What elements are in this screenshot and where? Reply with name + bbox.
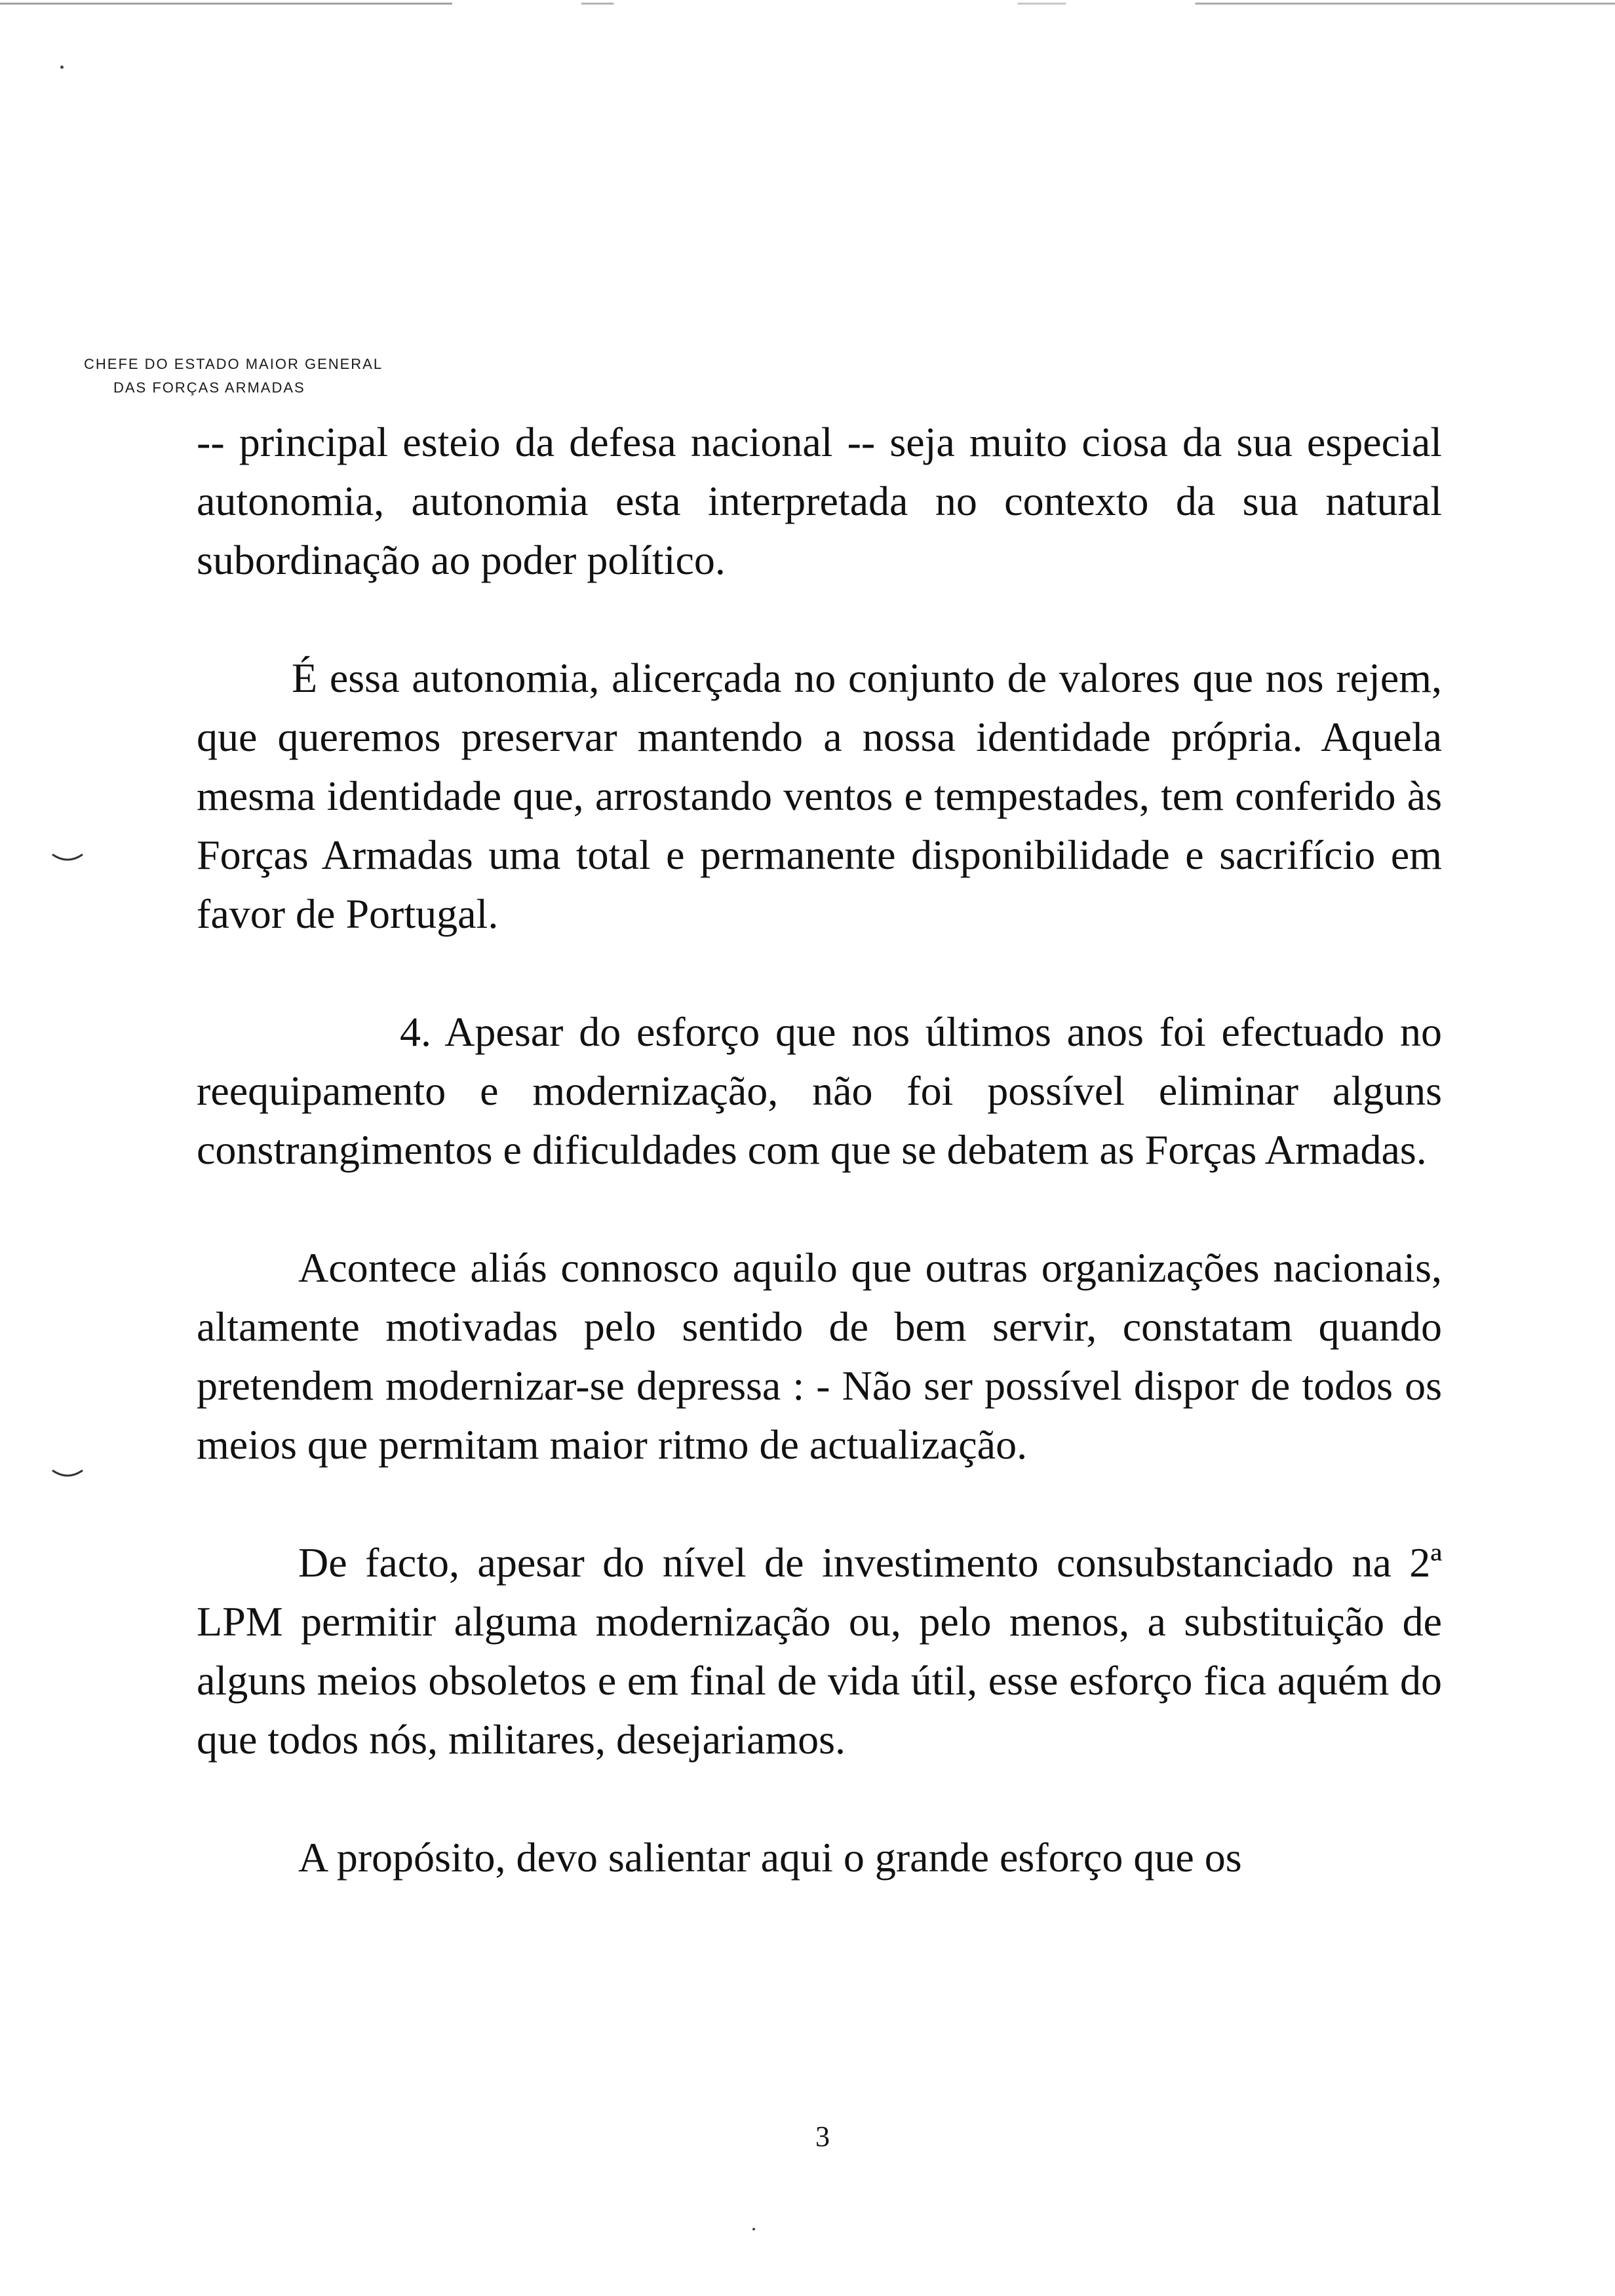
paragraph-closing: A propósito, devo salientar aqui o grande esforço que os [298, 1834, 1242, 1881]
paragraph-point-4: 4. Apesar do esforço que nos últimos anos foi efectuado no reequipamento e modernização, não foi possível eliminar alguns constrangimentos e dificuldades com que se debatem as Forças Armadas. [197, 1008, 1442, 1173]
scan-speck [752, 2228, 755, 2230]
paragraph-autonomy: É essa autonomia, alicerçada no conjunto de valores que nos rejem, que queremos preservar mantendo a nossa identidade própria. Aquela mesma identidade que, arrostando ventos e tempestades, tem conferido às Forças Armadas uma total e permanente disponibilidade e sacrifício em favor de Portugal. [197, 655, 1442, 937]
paragraph-investment: De facto, apesar do nível de investimento consubstanciado na 2ª LPM permitir alguma modernização ou, pelo menos, a substituição de alguns meios obsoletos e em final de vida útil, esse esforço fica aquém do que todos nós, militares, desejariamos. [197, 1539, 1442, 1763]
paragraph-modernization: Acontece aliás connosco aquilo que outras organizações nacionais, altamente motivadas pelo sentido de bem servir, constatam quando pretendem modernizar-se depressa : - Não ser possível dispor de todos os meios que permitam maior ritmo de actualização. [197, 1244, 1442, 1468]
letter-body [197, 413, 1442, 1887]
scan-speck [60, 66, 64, 69]
margin-tick-mark [51, 1468, 84, 1483]
margin-tick-mark [51, 852, 84, 868]
page-number: 3 [815, 2120, 830, 2152]
scan-artifact-line [0, 3, 1615, 5]
letterhead-line-1: CHEFE DO ESTADO MAIOR GENERAL [84, 356, 383, 372]
letterhead-line-2: DAS FORÇAS ARMADAS [113, 379, 305, 396]
letterhead [84, 353, 383, 400]
paragraph-continuation: -- principal esteio da defesa nacional -- seja muito ciosa da sua especial autonomia, autonomia esta interpretada no contexto da sua natural subordinação ao poder político. [197, 419, 1442, 583]
